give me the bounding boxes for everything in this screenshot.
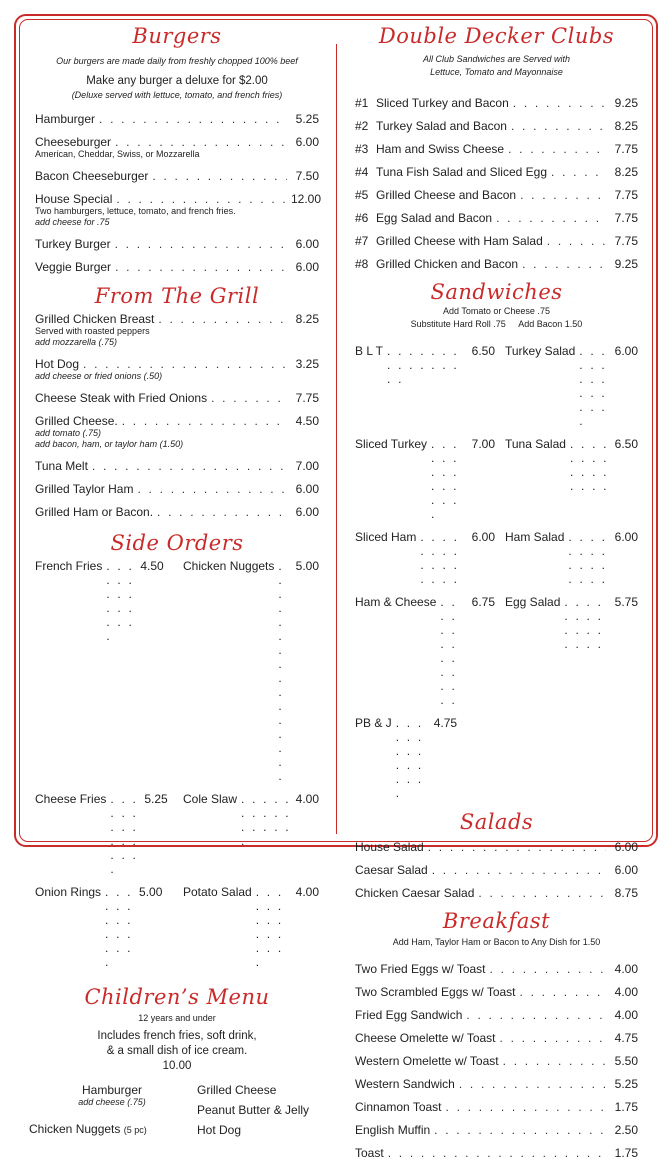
item-name: Two Scrambled Eggs w/ Toast: [355, 985, 516, 999]
menu-item: Hamburger . . . 5.25: [35, 112, 319, 126]
menu-item: Tuna Melt . . . 7.00: [35, 459, 319, 473]
item-price: 9.25: [614, 257, 638, 271]
dot-leader: [428, 840, 606, 854]
item-name: House Salad: [355, 840, 424, 854]
kids-price: 10.00: [162, 1060, 192, 1072]
deluxe-note: (Deluxe served with lettuce, tomato, and french fries): [71, 90, 283, 100]
menu-item: [355, 1146, 638, 1160]
sandwiches-section: [355, 280, 638, 800]
menu-item: [355, 211, 638, 225]
menu-item: Bacon Cheeseburger . . . 7.50: [35, 169, 319, 183]
item-name: Cheese Omelette w/ Toast: [355, 1031, 496, 1045]
item-price: 7.75: [614, 188, 638, 202]
menu-item: Cheese Fries . . . 5.25: [35, 792, 183, 876]
item-price: 1.75: [614, 1100, 638, 1114]
deluxe-offer: Make any burger a deluxe for $2.00: [86, 75, 268, 87]
kids-item-note: add cheese (.75): [78, 1097, 146, 1107]
menu-item: Cheese Steak with Fried Onions . . . 7.75: [35, 391, 319, 405]
breakfast-note: Add Ham, Taylor Ham or Bacon to Any Dish for 1.50: [392, 937, 601, 947]
breakfast-section: [355, 909, 638, 1160]
item-price: 7.75: [614, 142, 638, 156]
menu-item: Turkey Salad . . . 6.00: [495, 344, 638, 428]
clubs-list: [355, 96, 638, 271]
dot-leader: [500, 1031, 606, 1045]
sandwich-row: [355, 530, 638, 586]
item-number: #4: [355, 165, 369, 179]
kids-item: Peanut Butter & Jelly: [197, 1103, 310, 1117]
item-number: #2: [355, 119, 369, 133]
dot-leader: [551, 165, 606, 179]
menu-item: [355, 985, 638, 999]
menu-item: Grilled Cheese. . . . 4.50 add tomato (.75) add bacon, ham, or taylor ham (1.50): [35, 414, 319, 450]
item-name: Grilled Cheese with Ham Salad: [376, 234, 543, 248]
menu-item: [355, 96, 638, 110]
item-number: #8: [355, 257, 369, 271]
item-name: Egg Salad and Bacon: [376, 211, 493, 225]
kids-item: Grilled Cheese: [197, 1083, 277, 1097]
item-number: #7: [355, 234, 369, 248]
item-price: 9.25: [614, 96, 638, 110]
menu-item: [355, 165, 638, 179]
item-price: 7.75: [614, 234, 638, 248]
menu-item: [355, 886, 638, 900]
item-price: 5.25: [614, 1077, 638, 1091]
sandwich-row: [355, 344, 638, 428]
menu-item: Turkey Burger . . . 6.00: [35, 237, 319, 251]
menu-item: Grilled Ham or Bacon. . . . 6.00: [35, 505, 319, 519]
menu-item: B L T . . . 6.50: [355, 344, 495, 428]
salads-section: [355, 810, 638, 900]
item-name: Two Fried Eggs w/ Toast: [355, 962, 486, 976]
menu-item: French Fries . . . 4.50: [35, 559, 183, 783]
item-number: #1: [355, 96, 369, 110]
sides-row: [35, 792, 319, 876]
dot-leader: [434, 1123, 606, 1137]
dot-leader: [432, 863, 606, 877]
menu-item: Egg Salad . . . 5.75: [495, 595, 638, 707]
section-title: Breakfast: [442, 909, 551, 933]
item-price: 4.00: [614, 962, 638, 976]
menu-item: [355, 234, 638, 248]
item-price: 7.75: [614, 211, 638, 225]
column-divider: [336, 44, 337, 834]
kids-item: Hot Dog: [197, 1123, 242, 1137]
menu-item: Sliced Ham . . . 6.00: [355, 530, 495, 586]
item-name: Western Omelette w/ Toast: [355, 1054, 499, 1068]
menu-item: [355, 1077, 638, 1091]
breakfast-list: [355, 962, 638, 1160]
menu-item: Chicken Nuggets . . . 5.00: [183, 559, 319, 783]
dot-leader: [446, 1100, 607, 1114]
item-name: Ham and Swiss Cheese: [376, 142, 505, 156]
dot-leader: [478, 886, 606, 900]
item-price: 4.75: [614, 1031, 638, 1045]
menu-item: [355, 1123, 638, 1137]
item-price: 4.00: [614, 1008, 638, 1022]
item-price: 1.75: [614, 1146, 638, 1160]
clubs-section: [355, 24, 638, 271]
dot-leader: [490, 962, 607, 976]
item-number: #5: [355, 188, 369, 202]
kids-section: [29, 985, 319, 1137]
item-price: 4.00: [614, 985, 638, 999]
menu-item: Veggie Burger . . . 6.00: [35, 260, 319, 274]
salads-list: [355, 840, 638, 900]
burgers-intro: Our burgers are made daily from freshly chopped 100% beef: [56, 56, 298, 66]
item-name: Western Sandwich: [355, 1077, 455, 1091]
menu-item: [355, 1008, 638, 1022]
item-name: Sliced Turkey and Bacon: [376, 96, 509, 110]
item-number: #3: [355, 142, 369, 156]
menu-item: Grilled Chicken Breast . . . 8.25 Served with roasted peppers add mozzarella (.75): [35, 312, 319, 348]
dot-leader: [547, 234, 606, 248]
menu-item: [355, 840, 638, 854]
dot-leader: [503, 1054, 606, 1068]
item-name: Fried Egg Sandwich: [355, 1008, 463, 1022]
item-name: Cinnamon Toast: [355, 1100, 442, 1114]
menu-item: [355, 257, 638, 271]
menu-item: [355, 142, 638, 156]
dot-leader: [508, 142, 606, 156]
item-price: 5.50: [614, 1054, 638, 1068]
section-title: Double Decker Clubs: [378, 24, 615, 48]
dot-leader: [511, 119, 606, 133]
item-price: 8.75: [614, 886, 638, 900]
dot-leader: [459, 1077, 606, 1091]
menu-item: Sliced Turkey . . . 7.00: [355, 437, 495, 521]
right-column: [355, 24, 638, 1169]
clubs-intro: All Club Sandwiches are Served with: [422, 54, 571, 64]
dot-leader: [513, 96, 606, 110]
item-name: Turkey Salad and Bacon: [376, 119, 507, 133]
item-name: Chicken Caesar Salad: [355, 886, 475, 900]
menu-item: House Special . . . 12.00 Two hamburgers, lettuce, tomato, and french fries. add cheese for .75: [35, 192, 319, 228]
item-number: #6: [355, 211, 369, 225]
kids-includes: & a small dish of ice cream.: [106, 1045, 248, 1057]
kids-includes: Includes french fries, soft drink,: [97, 1030, 257, 1042]
item-name: Toast: [355, 1146, 384, 1160]
menu-item: [355, 1031, 638, 1045]
menu-item: [355, 1100, 638, 1114]
menu-item: Cheeseburger . . . 6.00 American, Cheddar, Swiss, or Mozzarella: [35, 135, 319, 160]
item-name: Caesar Salad: [355, 863, 428, 877]
dot-leader: [520, 188, 606, 202]
sides-section: [35, 531, 319, 969]
sides-row: [35, 559, 319, 783]
menu-item: [355, 188, 638, 202]
sandwich-row: [355, 437, 638, 521]
item-name: Tuna Fish Salad and Sliced Egg: [376, 165, 547, 179]
section-title: Sandwiches: [430, 280, 563, 304]
burgers-section: [35, 24, 322, 274]
section-title: Children’s Menu: [84, 985, 270, 1009]
dot-leader: [388, 1146, 606, 1160]
kids-item: Hamburger: [81, 1083, 143, 1097]
sandwich-note: Substitute Hard Roll .75 Add Bacon 1.50: [410, 319, 583, 329]
menu-item: [355, 863, 638, 877]
sandwich-row: [355, 595, 638, 707]
menu-item: Cole Slaw . . . 4.00: [183, 792, 319, 876]
menu-item: Grilled Taylor Ham . . . 6.00: [35, 482, 319, 496]
section-title: Salads: [459, 810, 534, 834]
left-column: [29, 24, 322, 1137]
section-title: Burgers: [132, 24, 222, 48]
item-price: 8.25: [614, 119, 638, 133]
item-price: 6.00: [614, 863, 638, 877]
menu-item: Ham & Cheese . . . 6.75: [355, 595, 495, 707]
grill-section: [35, 284, 319, 519]
clubs-intro: Lettuce, Tomato and Mayonnaise: [430, 67, 563, 77]
menu-item: PB & J . . . 4.75: [355, 716, 495, 800]
dot-leader: [522, 257, 606, 271]
sides-row: [35, 885, 319, 969]
menu-item: [355, 1054, 638, 1068]
sandwich-row: [355, 716, 638, 800]
item-name: Grilled Chicken and Bacon: [376, 257, 519, 271]
item-name: Grilled Cheese and Bacon: [376, 188, 517, 202]
menu-item: [355, 119, 638, 133]
dot-leader: [496, 211, 606, 225]
sandwich-note: Add Tomato or Cheese .75: [443, 306, 550, 316]
kids-age: 12 years and under: [138, 1013, 216, 1023]
menu-item: Potato Salad . . . 4.00: [183, 885, 319, 969]
item-name: English Muffin: [355, 1123, 431, 1137]
section-title: From The Grill: [94, 284, 260, 308]
menu-item: Onion Rings . . . 5.00: [35, 885, 183, 969]
dot-leader: [520, 985, 606, 999]
item-price: 8.25: [614, 165, 638, 179]
menu-item: Tuna Salad . . . 6.50: [495, 437, 638, 521]
menu-item: Ham Salad . . . 6.00: [495, 530, 638, 586]
kids-items: [29, 1083, 319, 1137]
section-title: Side Orders: [110, 531, 244, 555]
menu-item: [355, 962, 638, 976]
item-price: 2.50: [614, 1123, 638, 1137]
dot-leader: [466, 1008, 606, 1022]
menu-item: Hot Dog . . . 3.25 add cheese or fried onions (.50): [35, 357, 319, 382]
kids-item: Chicken Nuggets (5 pc): [29, 1122, 147, 1136]
item-price: 6.00: [614, 840, 638, 854]
